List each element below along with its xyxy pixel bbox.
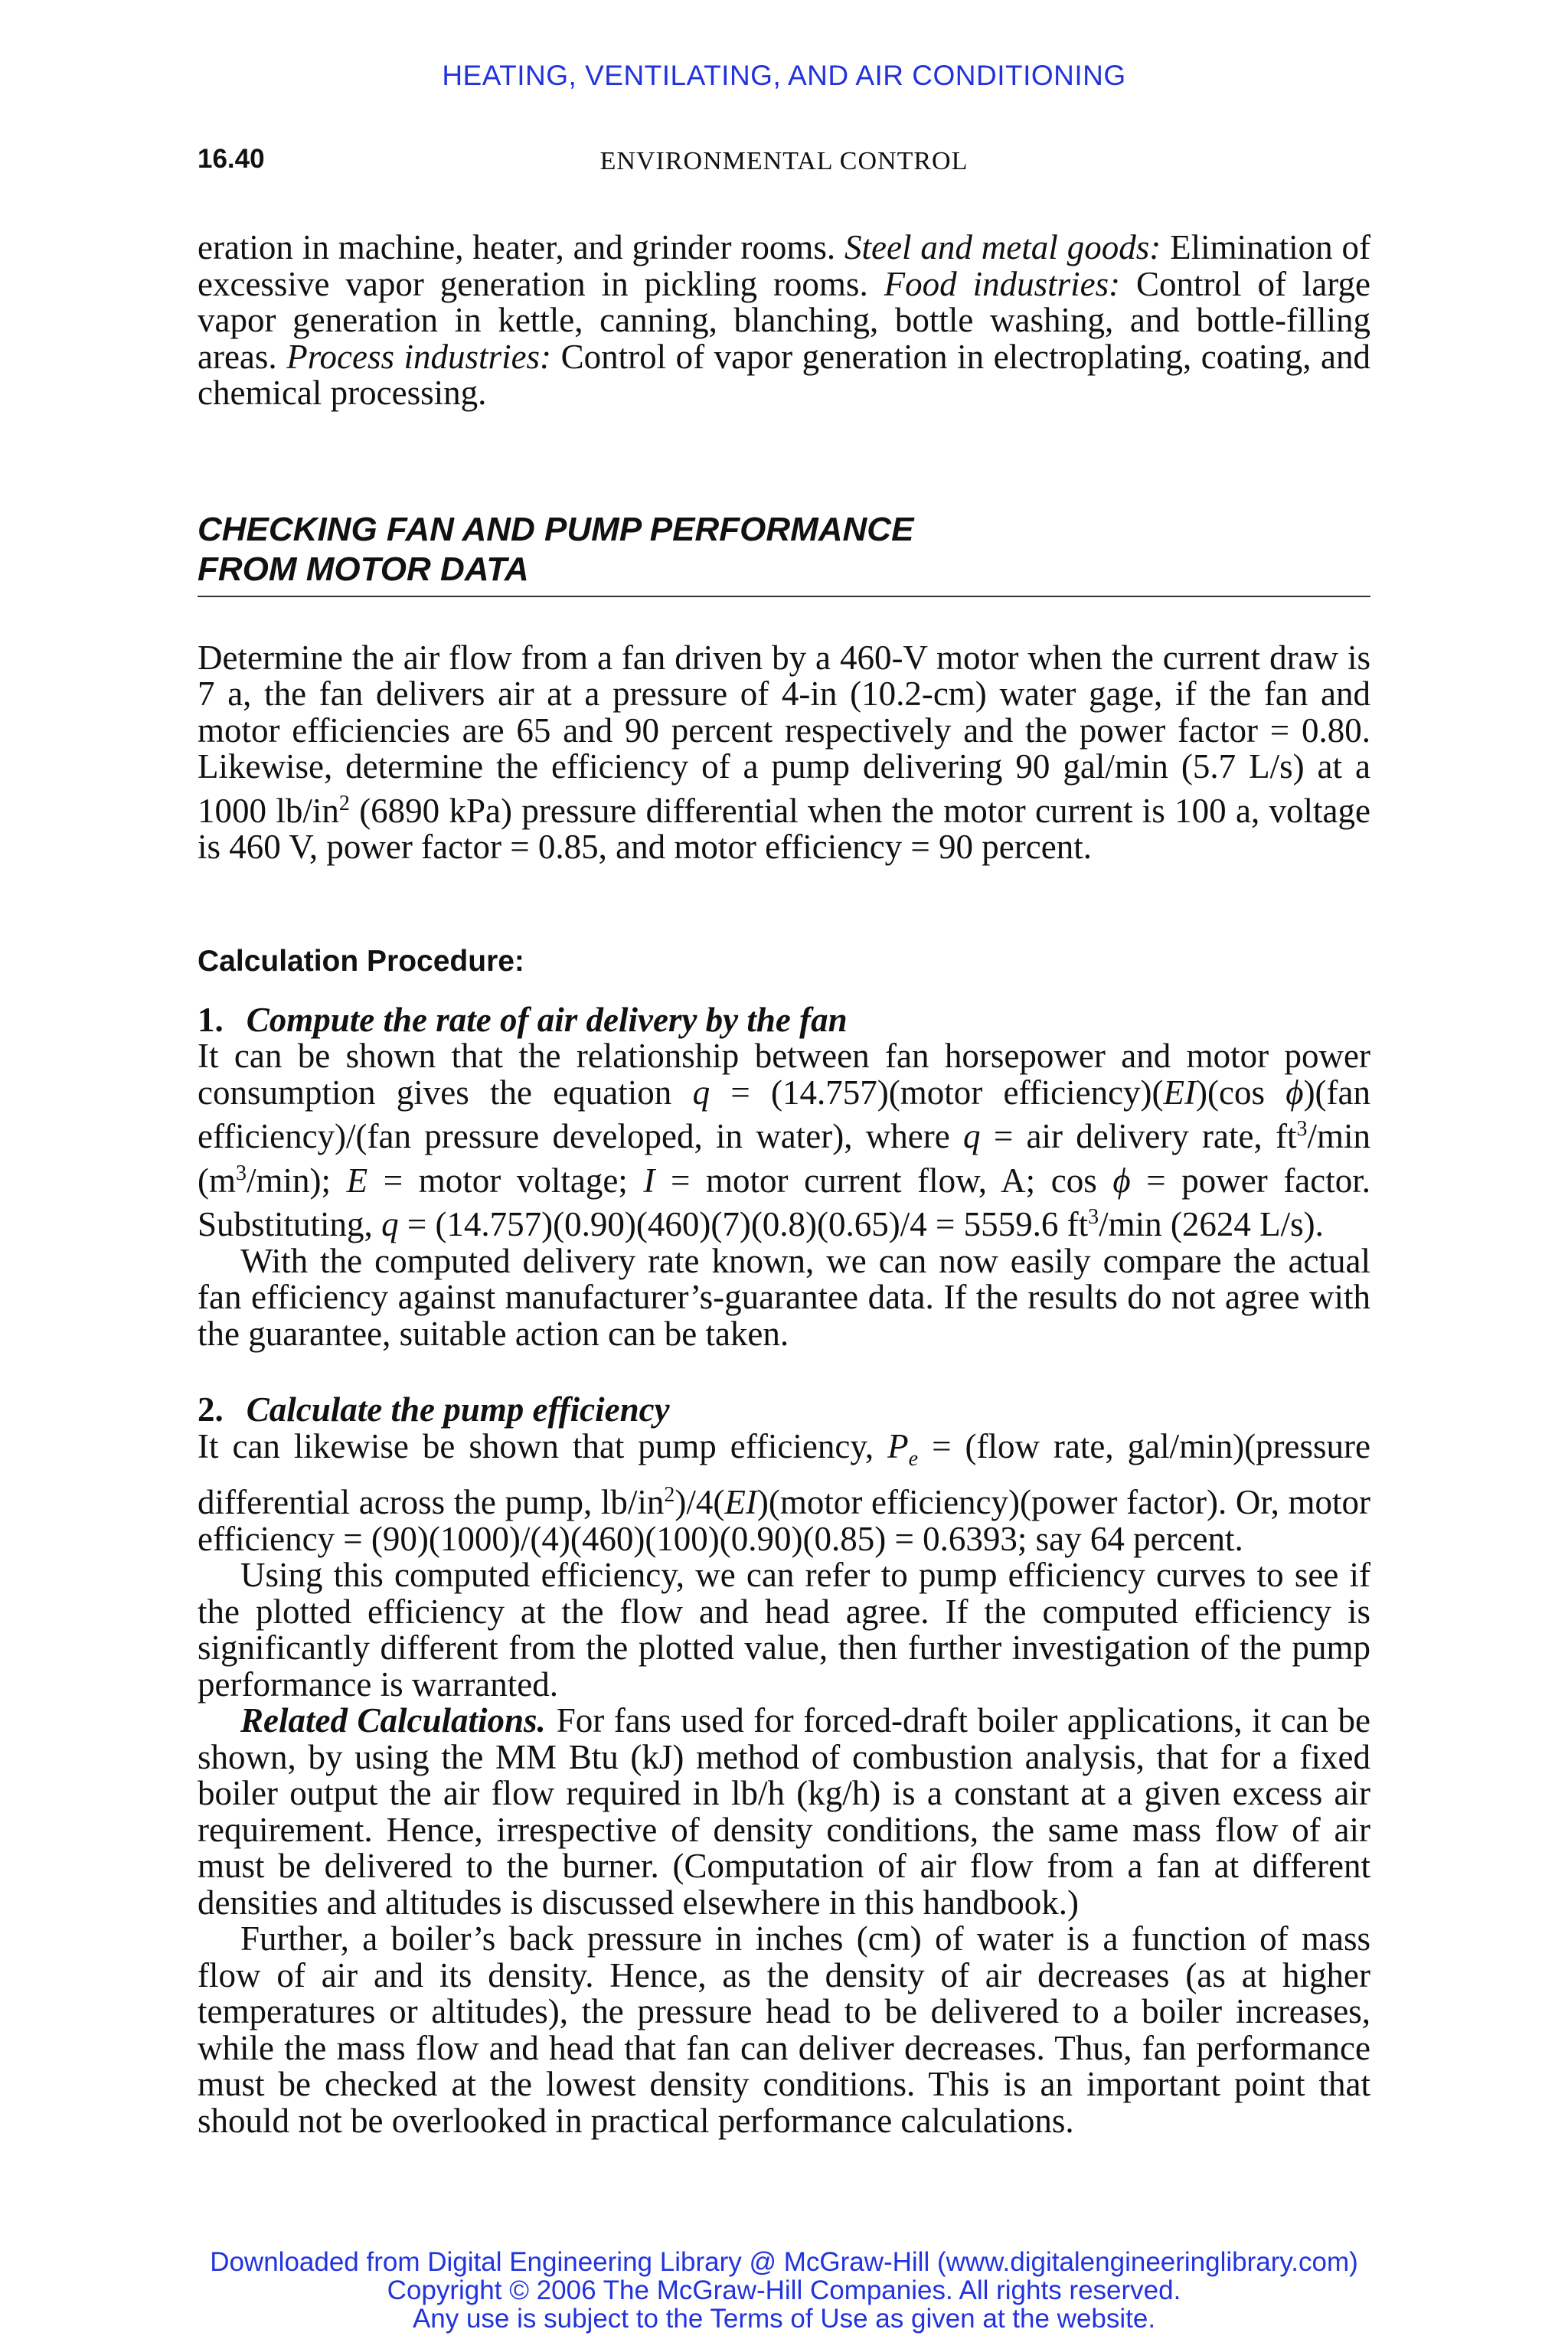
page-content xyxy=(198,230,1370,2139)
intro-paragraph: eration in machine, heater, and grinder rooms. Steel and metal goods: Elimination of excessive vapor generation in pickling rooms. Food industries: Control of large vapor generation in kettle, canning, blanching, bottle washing, and bottle-filling areas. Process industries: Control of vapor generation in electroplating, coating, and chemical processing. xyxy=(198,228,1370,412)
step-1-paragraph-2: With the computed delivery rate known, we can now easily compare the actual fan efficiency against manufacturer’s-guarantee data. If the results do not agree with the guarantee, suitable action can be taken. xyxy=(198,1241,1370,1353)
final-paragraph: Further, a boiler’s back pressure in inches (cm) of water is a function of mass flow of air and its density. Hence, as the density of air decreases (as at higher temperatures or altitudes), the pressure head to be delivered to a boiler increases, while the mass flow and head that fan can deliver decreases. Thus, fan performance must be checked at the lowest density conditions. This is an important point that should not be overlooked in practical performance calculations. xyxy=(198,1919,1370,2140)
footer-notice xyxy=(0,2248,1568,2333)
calculation-procedure-heading: Calculation Procedure: xyxy=(198,944,524,978)
footer-copyright: Copyright © 2006 The McGraw-Hill Companies. All rights reserved. xyxy=(387,2275,1181,2305)
footer-download-link[interactable]: Downloaded from Digital Engineering Library @ McGraw-Hill (www.digitalengineeringlibrary.com) xyxy=(210,2247,1358,2277)
step-2-paragraph-1: It can likewise be shown that pump efficiency, $P_e$ = (flow rate, gal/min)(pressure differential across the pump, $lb/in^2)/4(EI)(motor$ efficiency)(power factor). Or, motor efficiency = (90)(1000)/(4)(460)(100)(0.90)(0.85) = 0.6393; say 64 percent. xyxy=(198,1426,1370,1558)
problem-statement: Determine the air flow from a fan driven by a 460-V motor when the current draw is 7 a, the fan delivers air at a pressure of 4-in (10.2-cm) water gage, if the fan and motor efficiencies are 65 and 90 percent respectively and the power factor = 0.80. Likewise, determine the efficiency of a pump delivering 90 gal/min (5.7 L/s) at a 1000 $lb/in^2$ (6890 kPa) pressure differential when the motor current is 100 a, voltage is 460 V, power factor = 0.85, and motor efficiency = 90 percent. xyxy=(198,638,1370,866)
chapter-title: ENVIRONMENTAL CONTROL xyxy=(599,147,969,175)
related-calculations-label: Related Calculations. xyxy=(240,1701,546,1740)
section-heading-line-1: CHECKING FAN AND PUMP PERFORMANCE xyxy=(198,510,914,548)
step-2-title: 2. Calculate the pump efficiency xyxy=(198,1390,670,1429)
running-head xyxy=(198,144,1370,182)
step-1-paragraph-1: It can be shown that the relationship between fan horsepower and motor power consumption gives the equation q = (14.757)(motor efficiency)(EI)(cos ϕ)(fan efficiency)/(fan pressure developed, in water), where q = air delivery rate, $ft^3/\min$ $(m^3/\min)$; E = motor voltage; I = motor current flow, A; cos ϕ = power factor. Substituting, q = (14.757)(0.90)(460)(7)(0.8)(0.65)/4 = 5559.6 $ft^3/\min$ (2624 L/s). xyxy=(198,1037,1371,1243)
book-banner-title: HEATING, VENTILATING, AND AIR CONDITIONING xyxy=(442,60,1126,91)
section-heading-line-2: FROM MOTOR DATA xyxy=(198,550,529,588)
page-number: 16.40 xyxy=(198,144,265,174)
step-2-paragraph-2: Using this computed efficiency, we can refer to pump efficiency curves to see if the plotted efficiency at the flow and head agree. If the computed efficiency is significantly different from the plotted value, then further investigation of the pump performance is warranted. xyxy=(198,1556,1370,1704)
step-1-title: 1. Compute the rate of air delivery by the fan xyxy=(198,1000,848,1039)
section-heading xyxy=(198,510,1370,597)
related-calculations-paragraph: Related Calculations. For fans used for forced-draft boiler applications, it can be shown, by using the MM Btu (kJ) method of combustion analysis, that for a fixed boiler output the air flow required in lb/h (kg/h) is a constant at a given excess air requirement. Hence, irrespective of density conditions, the same mass flow of air must be delivered to the burner. (Computation of air flow from a fan at different densities and altitudes is discussed elsewhere in this handbook.) xyxy=(198,1701,1370,1922)
footer-terms: Any use is subject to the Terms of Use as given at the website. xyxy=(412,2304,1156,2334)
